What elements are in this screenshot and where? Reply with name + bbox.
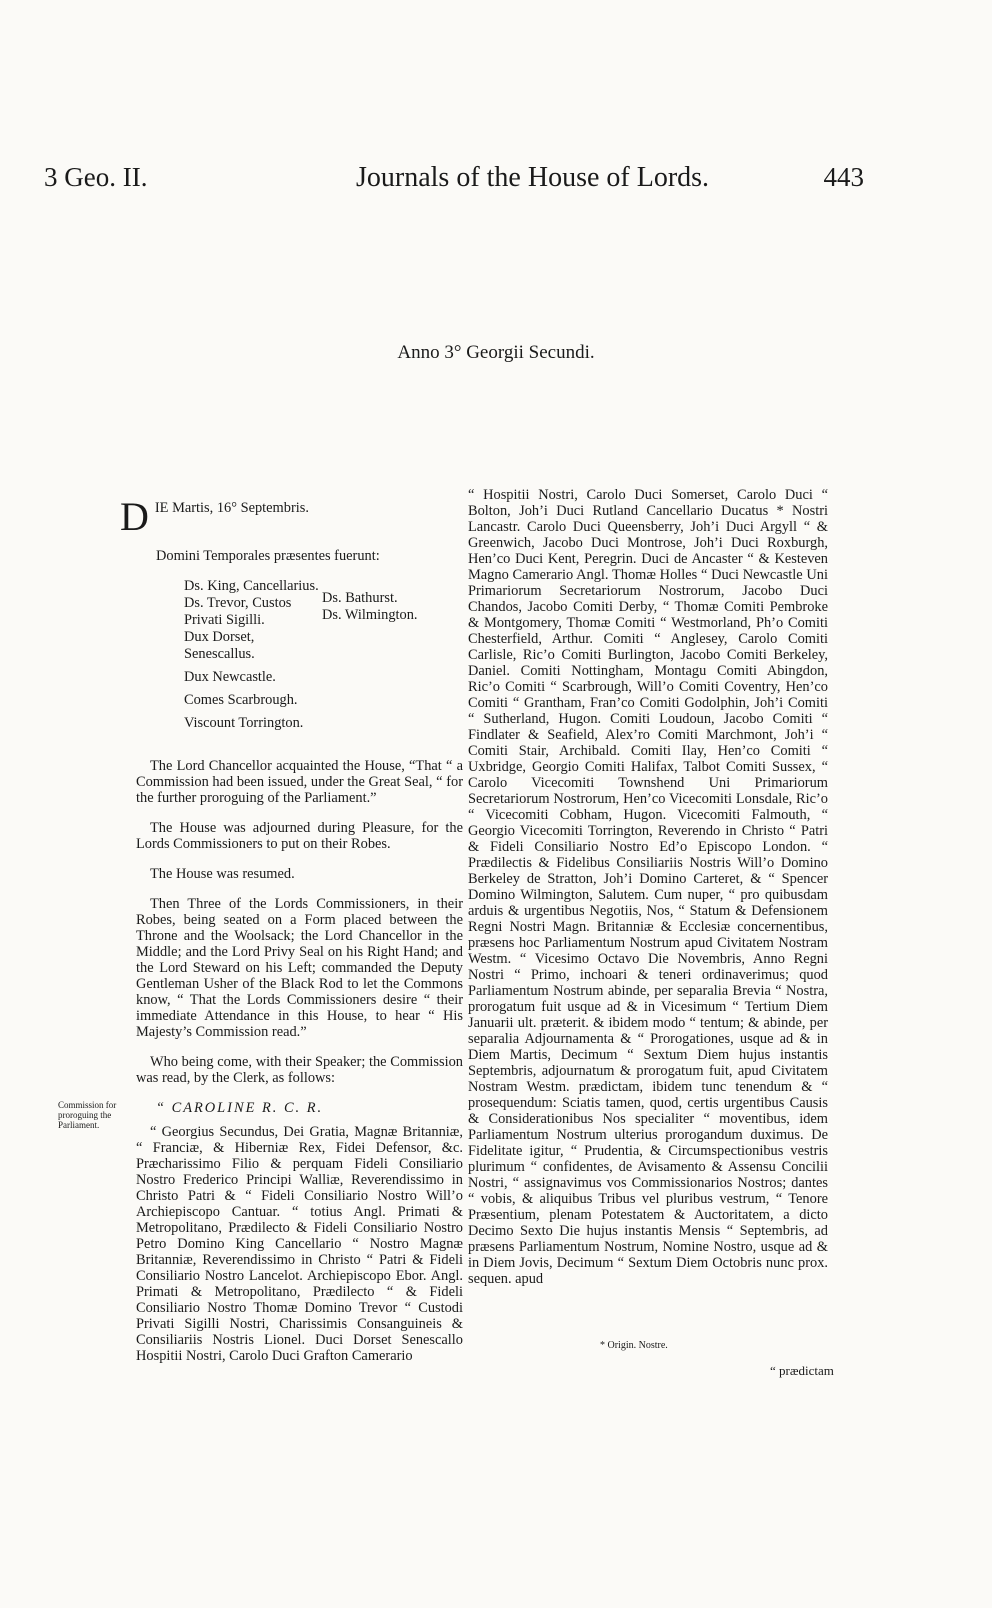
names-left-list	[184, 578, 324, 732]
journal-title: Journals of the House of Lords.	[356, 162, 710, 193]
commission-text-right: “ Hospitii Nostri, Carolo Duci Somerset, Carolo Duci “ Bolton, Joh’i Duci Rutland Cancellario Ducatus * Nostri Lancastr. Carolo Duci Queensberry, Joh’i Duci Argyll “ & Greenwich, Jacobo Duci Montrose, Joh’i Duci Roxburgh, Hen’co Duci Kent, Peregrin. Duci de Ancaster “ & Kesteven Magno Camerario Angl. Thomæ Holles “ Duci Newcastle Uni Primariorum Secretariorum Nostrorum, Jacobo Duci Chandos, Jacobo Comiti Derby, “ Thomæ Comiti Pembroke & Montgomery, Thomæ Comiti “ Westmorland, Ph’o Comiti Chesterfield, Arthur. Comiti “ Anglesey, Carolo Comiti Carlisle, Ric’o Comiti Burlington, Jacobo Comiti Berkeley, Daniel. Comiti Nottingham, Montagu Comiti Abingdon, Ric’o Comiti “ Scarbrough, Will’o Comiti Coventry, Hen’co Comiti “ Grantham, Fran’co Comiti Godolphin, Joh’i Comiti “ Sutherland, Hugon. Comiti Loudoun, Jacobo Comiti “ Findlater & Seafield, Alex’ro Comiti Marchmont, Joh’i “ Comiti Stair, Archibald. Comiti Ilay, Hen’co Comiti “ Uxbridge, Georgio Comiti Halifax, Talbot Comiti Sussex, “ Carolo Vicecomiti Townshend Uni Primariorum Secretariorum Nostrorum, Hen’co Vicecomiti Lonsdale, Ric’o “ Vicecomiti Cobham, Hugon. Vicecomiti Falmouth, “ Georgio Vicecomiti Torrington, Reverendo in Christo “ Patri & Fideli Consiliario Nostro Ed’o Episcopo London. “ Prædilectis & Fidelibus Consiliariis Nostris Will’o Domino Berkeley de Stratton, Joh’i Domino Carteret, & “ Spencer Domino Wilmington, Salutem. Cum nuper, “ pro quibusdam arduis & urgentibus Negotiis, Nos, “ Statum & Defensionem Regni Nostri Magn. Britanniæ & Ecclesiæ concernentibus, præsens hoc Parliamentum Nostrum apud Civitatem Nostram Westm. “ Vicesimo Octavo Die Novembris, Anno Regni Nostri “ Primo, inchoari & teneri ordinaverimus; quod Parliamentum Nostrum abinde, per separalia Brevia “ Nostra, prorogatum fuit usque ad & in Vicesimum “ Tertium Diem Januarii ult. præterit. & ibidem modo “ tentum; & abinde, per separalia Adjournamenta & “ Prorogationes, usque ad & in Diem Martis, Decimum “ Sextum Diem hujus instantis Septembris, adjournatum & prorogatum fuit, apud Civitatem Nostram Westm. prædictam, ibidem tunc tenendum & “ prosequendum: Sciatis tamen, quod, certis urgentibus Causis & Considerationibus Nos specialiter “ moventibus, idem Parliamentum Nostrum ulterius prorogandum duximus. De Fidelitate igitur, “ Prudentia, & Circumspectionibus vestris plurimum “ confidentes, de Avisamento & Assensu Concilii Nostri, “ assignavimus vos Commissionarios Nostros; dantes “ vobis, & aliquibus Tribus vel pluribus vestrum, “ Tenore Præsentium, plenam Potestatem & Auctoritatem, a dicto Decimo Sexto Die hujus instantis Mensis “ Septembris, ad præsens Parliamentum Nostrum, Nomine Nostro, usque ad & in Diem Jovis, Decimum “ Sextum Diem Octobris nunc prox. sequen. apud	[468, 487, 828, 1287]
right-column	[468, 487, 828, 1287]
lord-name: Dux Dorset, Senescallus.	[184, 629, 255, 662]
running-header	[44, 162, 864, 202]
names-right-list	[322, 590, 462, 624]
paragraph: The House was adjourned during Pleasure, for the Lords Commissioners to put on their Robes.	[136, 820, 463, 852]
caroline-heading: “ CAROLINE R. C. R.	[156, 1100, 324, 1116]
lord-name: Comes Scarbrough.	[184, 692, 298, 708]
regnal-year: 3 Geo. II.	[44, 162, 148, 192]
date-line	[120, 494, 463, 539]
margin-note: Commission for proroguing the Parliament.	[58, 1100, 117, 1130]
domini-heading: Domini Temporales præsentes fuerunt:	[156, 548, 380, 564]
catchword: “ prædictam	[770, 1363, 834, 1378]
paragraph: The Lord Chancellor acquainted the House, “That “ a Commission had been issued, under the Great Seal, “ for the further proroguing of the Parliament.”	[136, 758, 463, 806]
lord-name: Ds. Wilmington.	[322, 607, 418, 623]
footnote: * Origin. Nostre.	[600, 1340, 668, 1351]
paragraph: Then Three of the Lords Commissioners, in their Robes, being seated on a Form placed between the Throne and the Woolsack; the Lord Chancellor in the Middle; and the Lord Privy Seal on his Right Hand; and the Lord Steward on his Left; commanded the Deputy Gentleman Usher of the Black Rod to let the Commons know, “ That the Lords Commissioners desire “ their immediate Attendance in this House, to hear “ His Majesty’s Commission read.”	[136, 896, 463, 1040]
lord-name: Ds. Bathurst.	[322, 590, 398, 606]
lord-name: Ds. King, Cancellarius.	[184, 578, 319, 594]
lord-name: Dux Newcastle.	[184, 669, 276, 685]
commission-text-left: “ Georgius Secundus, Dei Gratia, Magnæ Britanniæ, “ Franciæ, & Hiberniæ Rex, Fidei Defensor, &c. Præcharissimo Filio & perquam Fideli Consiliario Nostro Frederico Principi Walliæ, Reverendissimo in Christo Patri & “ Fideli Consiliario Nostro Will’o Archiepiscopo Cantuar. “ totius Angl. Primati & Metropolitano, Prædilecto & Fideli Consiliario Nostro Petro Domino King Cancellario “ Nostro Magnæ Britanniæ, Reverendissimo in Christo “ Patri & Fideli Consiliario Nostro Lancelot. Archiepiscopo Ebor. Angl. Primati & Metropolitano, Prædilecto “ & Fideli Consiliario Nostro Thomæ Domino Trevor “ Custodi Privati Sigilli Nostri, Charissimis Consanguineis & Consiliariis Nostris Lionel. Duci Dorset Senescallo Hospitii Nostri, Carolo Duci Grafton Camerario	[136, 1124, 463, 1364]
lords-present-list	[136, 578, 463, 738]
drop-cap: D	[120, 494, 149, 539]
left-column	[120, 494, 463, 1364]
paragraph: The House was resumed.	[150, 866, 295, 882]
lord-name: Ds. Trevor, Custos Privati Sigilli.	[184, 595, 292, 628]
lord-name: Viscount Torrington.	[184, 715, 304, 731]
paragraph: Who being come, with their Speaker; the Commission was read, by the Clerk, as follows:	[136, 1054, 463, 1086]
anno-heading: Anno 3° Georgii Secundi.	[397, 342, 595, 363]
page-number: 443	[823, 162, 864, 192]
date-text: IE Martis, 16° Septembris.	[154, 500, 309, 516]
